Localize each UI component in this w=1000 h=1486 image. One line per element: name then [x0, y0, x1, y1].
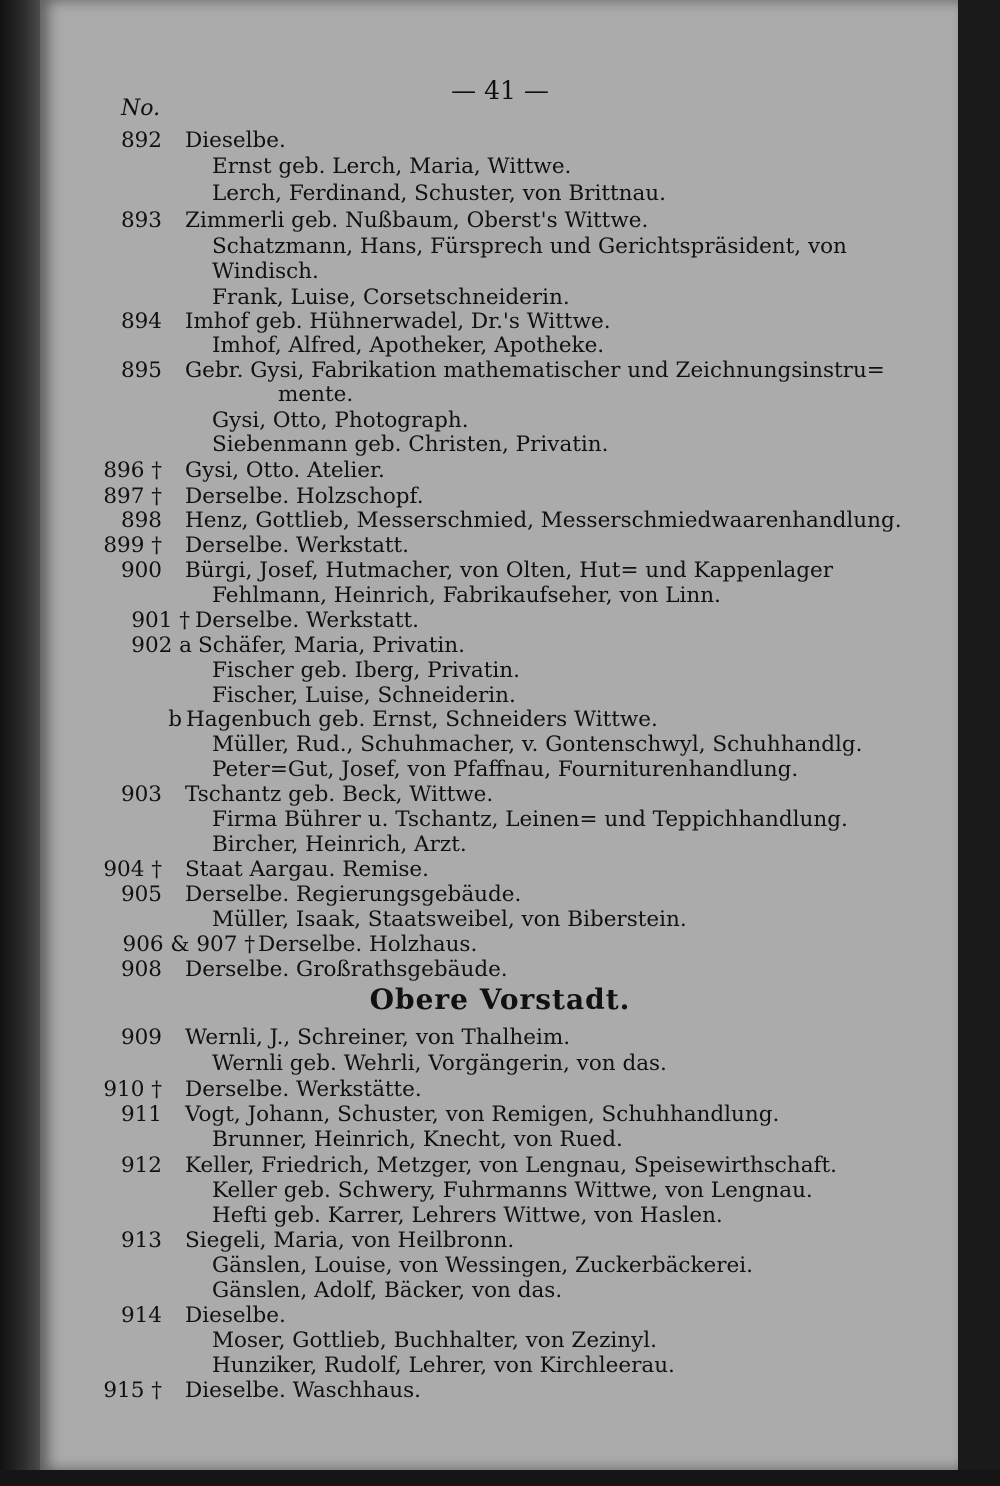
entry-line: [0, 208, 1000, 233]
entry-text: Derselbe. Regierungsgebäude.: [185, 882, 522, 907]
entry-text: Windisch.: [212, 259, 319, 284]
entry-text: Gänslen, Adolf, Bäcker, von das.: [212, 1278, 563, 1303]
entry-text: Derselbe. Holzschopf.: [185, 484, 424, 509]
entry-line: [0, 1077, 1000, 1102]
entry-line: [0, 533, 1000, 558]
house-number: 903: [120, 782, 162, 807]
entry-line: [0, 128, 1000, 153]
entry-text: Keller, Friedrich, Metzger, von Lengnau, Speisewirthschaft.: [185, 1153, 837, 1178]
house-number: 904 †: [103, 857, 162, 882]
entry-text: Dieselbe. Waschhaus.: [185, 1378, 421, 1403]
entry-text: Bürgi, Josef, Hutmacher, von Olten, Hut= und Kappenlager: [185, 558, 834, 583]
house-number: 894: [120, 309, 162, 334]
entry-text: Firma Bührer u. Tschantz, Leinen= und Teppichhandlung.: [212, 807, 848, 832]
entry-line: [0, 1253, 1000, 1278]
entry-line: [0, 1328, 1000, 1353]
house-number: 915 †: [103, 1378, 162, 1403]
entry-line: [0, 259, 1000, 284]
entry-text: Gysi, Otto, Photograph.: [212, 408, 469, 433]
entry-line: [0, 154, 1000, 179]
entry-text: Dieselbe.: [185, 128, 286, 153]
entry-line: [0, 782, 1000, 807]
entry-text: Bircher, Heinrich, Arzt.: [212, 832, 467, 857]
entry-line: [0, 1353, 1000, 1378]
entry-text: Derselbe. Großrathsgebäude.: [185, 957, 508, 982]
entry-text: Wernli geb. Wehrli, Vorgängerin, von das.: [212, 1051, 667, 1076]
entry-line: [0, 408, 1000, 433]
entry-text: Henz, Gottlieb, Messerschmied, Messerschmiedwaarenhandlung.: [185, 508, 902, 533]
house-number: 906 & 907 †: [122, 932, 255, 957]
entry-line: [0, 1178, 1000, 1203]
entry-line: [0, 358, 1000, 383]
house-number: 913: [120, 1228, 162, 1253]
entry-text: Schäfer, Maria, Privatin.: [198, 633, 465, 658]
entry-text: Hefti geb. Karrer, Lehrers Wittwe, von Haslen.: [212, 1203, 723, 1228]
entry-line: [0, 1228, 1000, 1253]
entry-line: [0, 309, 1000, 334]
entry-line: [0, 732, 1000, 757]
entry-line: [0, 633, 1000, 658]
entry-line: [0, 432, 1000, 457]
entry-line: [0, 757, 1000, 782]
entry-line: [0, 707, 1000, 732]
entry-line: [0, 1303, 1000, 1328]
entry-text: Müller, Rud., Schuhmacher, v. Gontenschwyl, Schuhhandlg.: [212, 732, 863, 757]
house-number: 902 a: [131, 633, 192, 658]
entry-line: [0, 1051, 1000, 1076]
entry-text: Hunziker, Rudolf, Lehrer, von Kirchleerau.: [212, 1353, 675, 1378]
entry-line: [0, 1278, 1000, 1303]
house-number: 898: [120, 508, 162, 533]
entry-text: Ernst geb. Lerch, Maria, Wittwe.: [212, 154, 572, 179]
entry-line: [0, 1102, 1000, 1127]
column-label: No.: [121, 96, 161, 121]
entry-text: Staat Aargau. Remise.: [185, 857, 429, 882]
entry-line: [0, 181, 1000, 206]
entry-line: [0, 832, 1000, 857]
entry-text: Gänslen, Louise, von Wessingen, Zuckerbäckerei.: [212, 1253, 753, 1278]
entry-text: Lerch, Ferdinand, Schuster, von Brittnau.: [212, 181, 666, 206]
house-number: 912: [120, 1153, 162, 1178]
entry-line: [0, 1153, 1000, 1178]
house-number: 901 †: [131, 608, 190, 633]
page-number: — 41 —: [451, 76, 549, 105]
entry-text: Frank, Luise, Corsetschneiderin.: [212, 285, 570, 310]
entry-text: Hagenbuch geb. Ernst, Schneiders Wittwe.: [186, 707, 658, 732]
page-bottom-edge: [0, 1470, 1000, 1486]
entry-line: [0, 583, 1000, 608]
entry-line: [0, 882, 1000, 907]
entry-text: Keller geb. Schwery, Fuhrmanns Wittwe, von Lengnau.: [212, 1178, 813, 1203]
entry-text: Müller, Isaak, Staatsweibel, von Biberstein.: [212, 907, 687, 932]
house-number: 911: [120, 1102, 162, 1127]
section-heading: Obere Vorstadt.: [369, 983, 631, 1016]
entry-line: [0, 907, 1000, 932]
house-number: 892: [120, 128, 162, 153]
entry-text: Siegeli, Maria, von Heilbronn.: [185, 1228, 515, 1253]
entry-text: Fischer, Luise, Schneiderin.: [212, 683, 516, 708]
entry-line: [0, 1127, 1000, 1152]
entry-text: Schatzmann, Hans, Fürsprech und Gerichtspräsident, von: [212, 234, 847, 259]
entry-line: [0, 1378, 1000, 1403]
house-number: 893: [120, 208, 162, 233]
entry-text: Fischer geb. Iberg, Privatin.: [212, 658, 520, 683]
entry-line: [0, 458, 1000, 483]
entry-line: [0, 608, 1000, 633]
house-number: 896 †: [103, 458, 162, 483]
house-number: 895: [120, 358, 162, 383]
entry-text: Moser, Gottlieb, Buchhalter, von Zezinyl.: [212, 1328, 657, 1353]
entry-line: [0, 484, 1000, 509]
entry-text: Gebr. Gysi, Fabrikation mathematischer und Zeichnungsinstru=: [185, 358, 885, 383]
entry-line: [0, 508, 1000, 533]
house-number: 908: [120, 957, 162, 982]
entry-text: Peter=Gut, Josef, von Pfaffnau, Fourniturenhandlung.: [212, 757, 799, 782]
entry-text: Zimmerli geb. Nußbaum, Oberst's Wittwe.: [185, 208, 649, 233]
entry-text: Brunner, Heinrich, Knecht, von Rued.: [212, 1127, 623, 1152]
entry-line: [0, 807, 1000, 832]
entry-text: Derselbe. Werkstatt.: [185, 533, 410, 558]
entry-line: [0, 558, 1000, 583]
entry-line: [0, 1203, 1000, 1228]
entry-line: [0, 658, 1000, 683]
entry-line: [0, 285, 1000, 310]
entry-line: [0, 234, 1000, 259]
entry-text: Derselbe. Holzhaus.: [258, 932, 478, 957]
entry-text: Gysi, Otto. Atelier.: [185, 458, 385, 483]
entry-text: Vogt, Johann, Schuster, von Remigen, Schuhhandlung.: [185, 1102, 780, 1127]
entry-text: Derselbe. Werkstatt.: [195, 608, 420, 633]
house-number: 910 †: [103, 1077, 162, 1102]
entry-text: Wernli, J., Schreiner, von Thalheim.: [185, 1025, 571, 1050]
entry-line: [0, 333, 1000, 358]
entry-text: Dieselbe.: [185, 1303, 286, 1328]
house-number: 914: [120, 1303, 162, 1328]
house-number: 909: [120, 1025, 162, 1050]
entry-text: Fehlmann, Heinrich, Fabrikaufseher, von Linn.: [212, 583, 721, 608]
entry-line: [0, 683, 1000, 708]
entry-text: Tschantz geb. Beck, Wittwe.: [185, 782, 494, 807]
house-number: 900: [120, 558, 162, 583]
house-number: b: [168, 707, 182, 732]
house-number: 897 †: [103, 484, 162, 509]
entry-text: Imhof geb. Hühnerwadel, Dr.'s Wittwe.: [185, 309, 611, 334]
entry-text: mente.: [278, 382, 354, 407]
entry-text: Imhof, Alfred, Apotheker, Apotheke.: [212, 333, 605, 358]
entry-line: [0, 382, 1000, 407]
house-number: 905: [120, 882, 162, 907]
entry-line: [0, 957, 1000, 982]
entry-text: Siebenmann geb. Christen, Privatin.: [212, 432, 609, 457]
entry-line: [0, 932, 1000, 957]
entry-text: Derselbe. Werkstätte.: [185, 1077, 422, 1102]
house-number: 899 †: [103, 533, 162, 558]
entry-line: [0, 857, 1000, 882]
entry-line: [0, 1025, 1000, 1050]
